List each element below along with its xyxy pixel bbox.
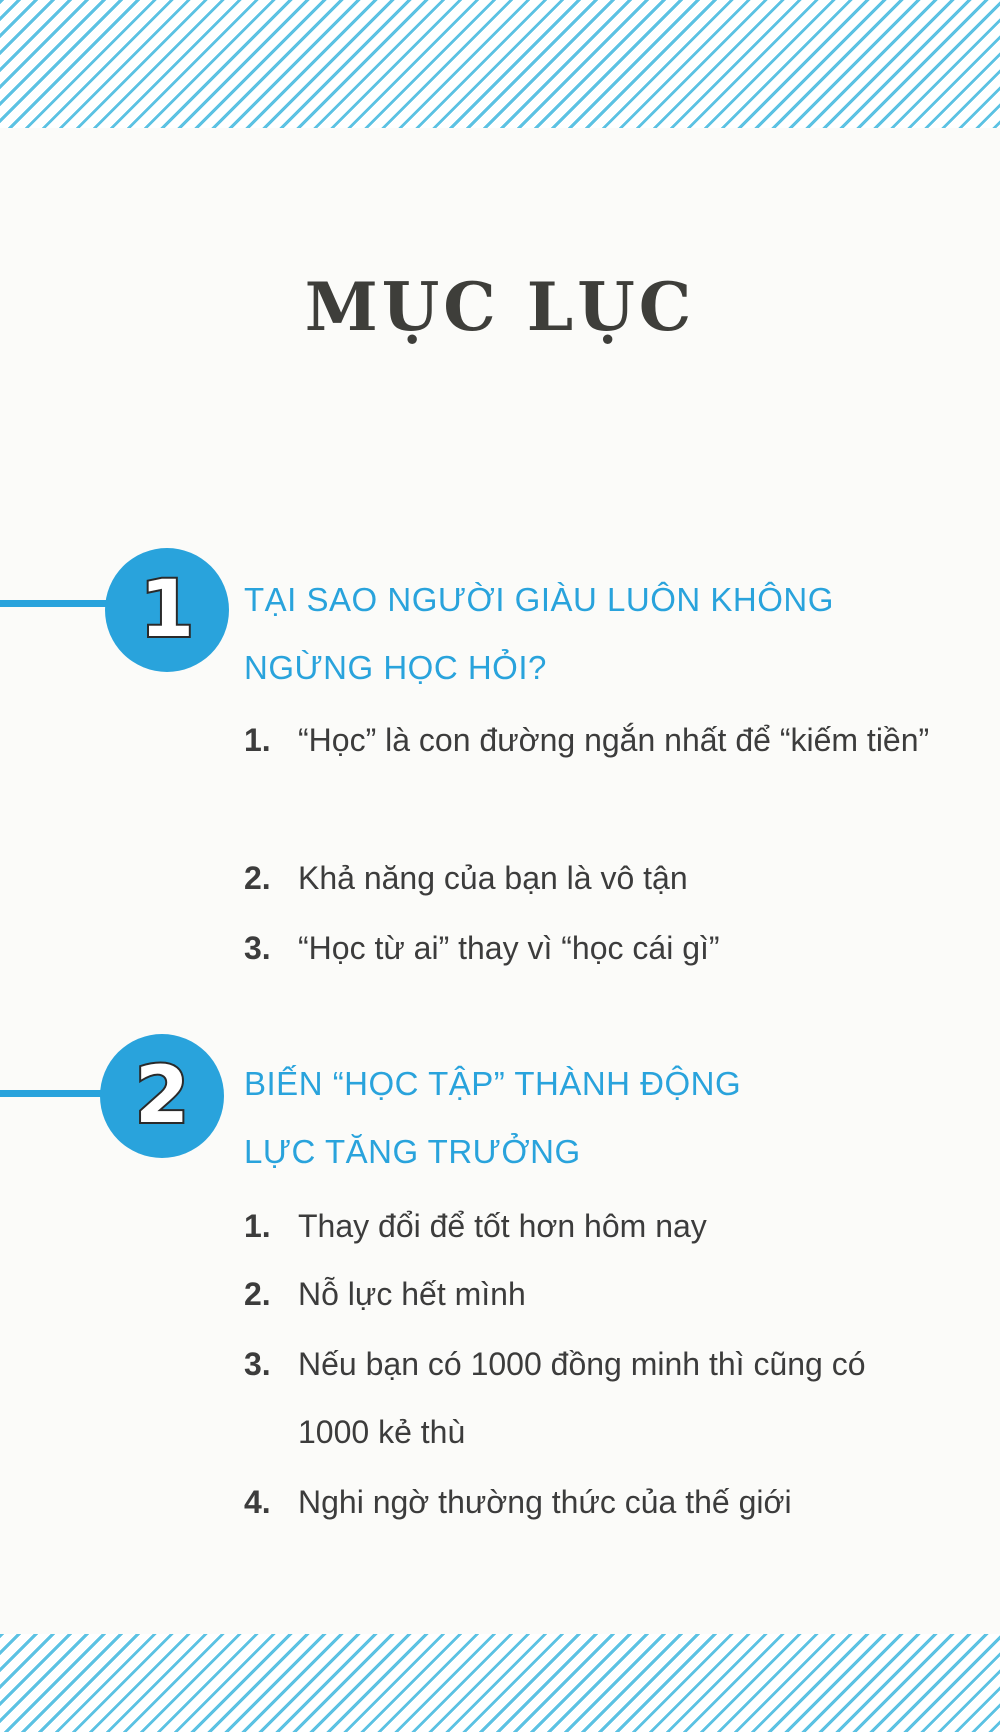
chapter-2-item-1[interactable] (244, 1192, 934, 1260)
item-number: 1. (244, 1208, 271, 1244)
item-number: 1. (244, 722, 271, 758)
chapter-2-item-3[interactable] (244, 1330, 934, 1466)
chapter-2-item-4[interactable] (244, 1468, 934, 1536)
item-text: Nghi ngờ thường thức của thế giới (298, 1484, 792, 1520)
item-text: “Học từ ai” thay vì “học cái gì” (298, 930, 720, 966)
chapter-1-title: TẠI SAO NGƯỜI GIÀU LUÔN KHÔNG NGỪNG HỌC HỎI? (244, 581, 834, 686)
chapter-1-item-2[interactable] (244, 844, 934, 912)
item-number: 3. (244, 1346, 271, 1382)
item-number: 4. (244, 1484, 271, 1520)
page-title: MỤC LỤC (304, 268, 696, 346)
item-text: Nỗ lực hết mình (298, 1276, 526, 1312)
chapter-1-number: 1 (139, 565, 195, 655)
item-text: Thay đổi để tốt hơn hôm nay (298, 1208, 707, 1244)
chapter-2-title: BIẾN “HỌC TẬP” THÀNH ĐỘNG LỰC TĂNG TRƯỞNG (244, 1065, 742, 1170)
item-text: “Học” là con đường ngắn nhất để “kiếm tiền” (298, 722, 930, 758)
chapter-1-badge (105, 548, 229, 672)
item-text: Khả năng của bạn là vô tận (298, 860, 688, 896)
chapter-2-badge (100, 1034, 224, 1158)
bottom-stripe-band (0, 1634, 1000, 1732)
chapter-1-item-3[interactable] (244, 914, 934, 982)
chapter-1-item-1[interactable] (244, 706, 934, 774)
item-number: 2. (244, 1276, 271, 1312)
item-number: 3. (244, 930, 271, 966)
item-number: 2. (244, 860, 271, 896)
chapter-2-number: 2 (134, 1051, 190, 1141)
chapter-2-item-2[interactable] (244, 1260, 934, 1328)
item-text: Nếu bạn có 1000 đồng minh thì cũng có 1000 kẻ thù (298, 1346, 866, 1450)
top-stripe-band (0, 0, 1000, 128)
